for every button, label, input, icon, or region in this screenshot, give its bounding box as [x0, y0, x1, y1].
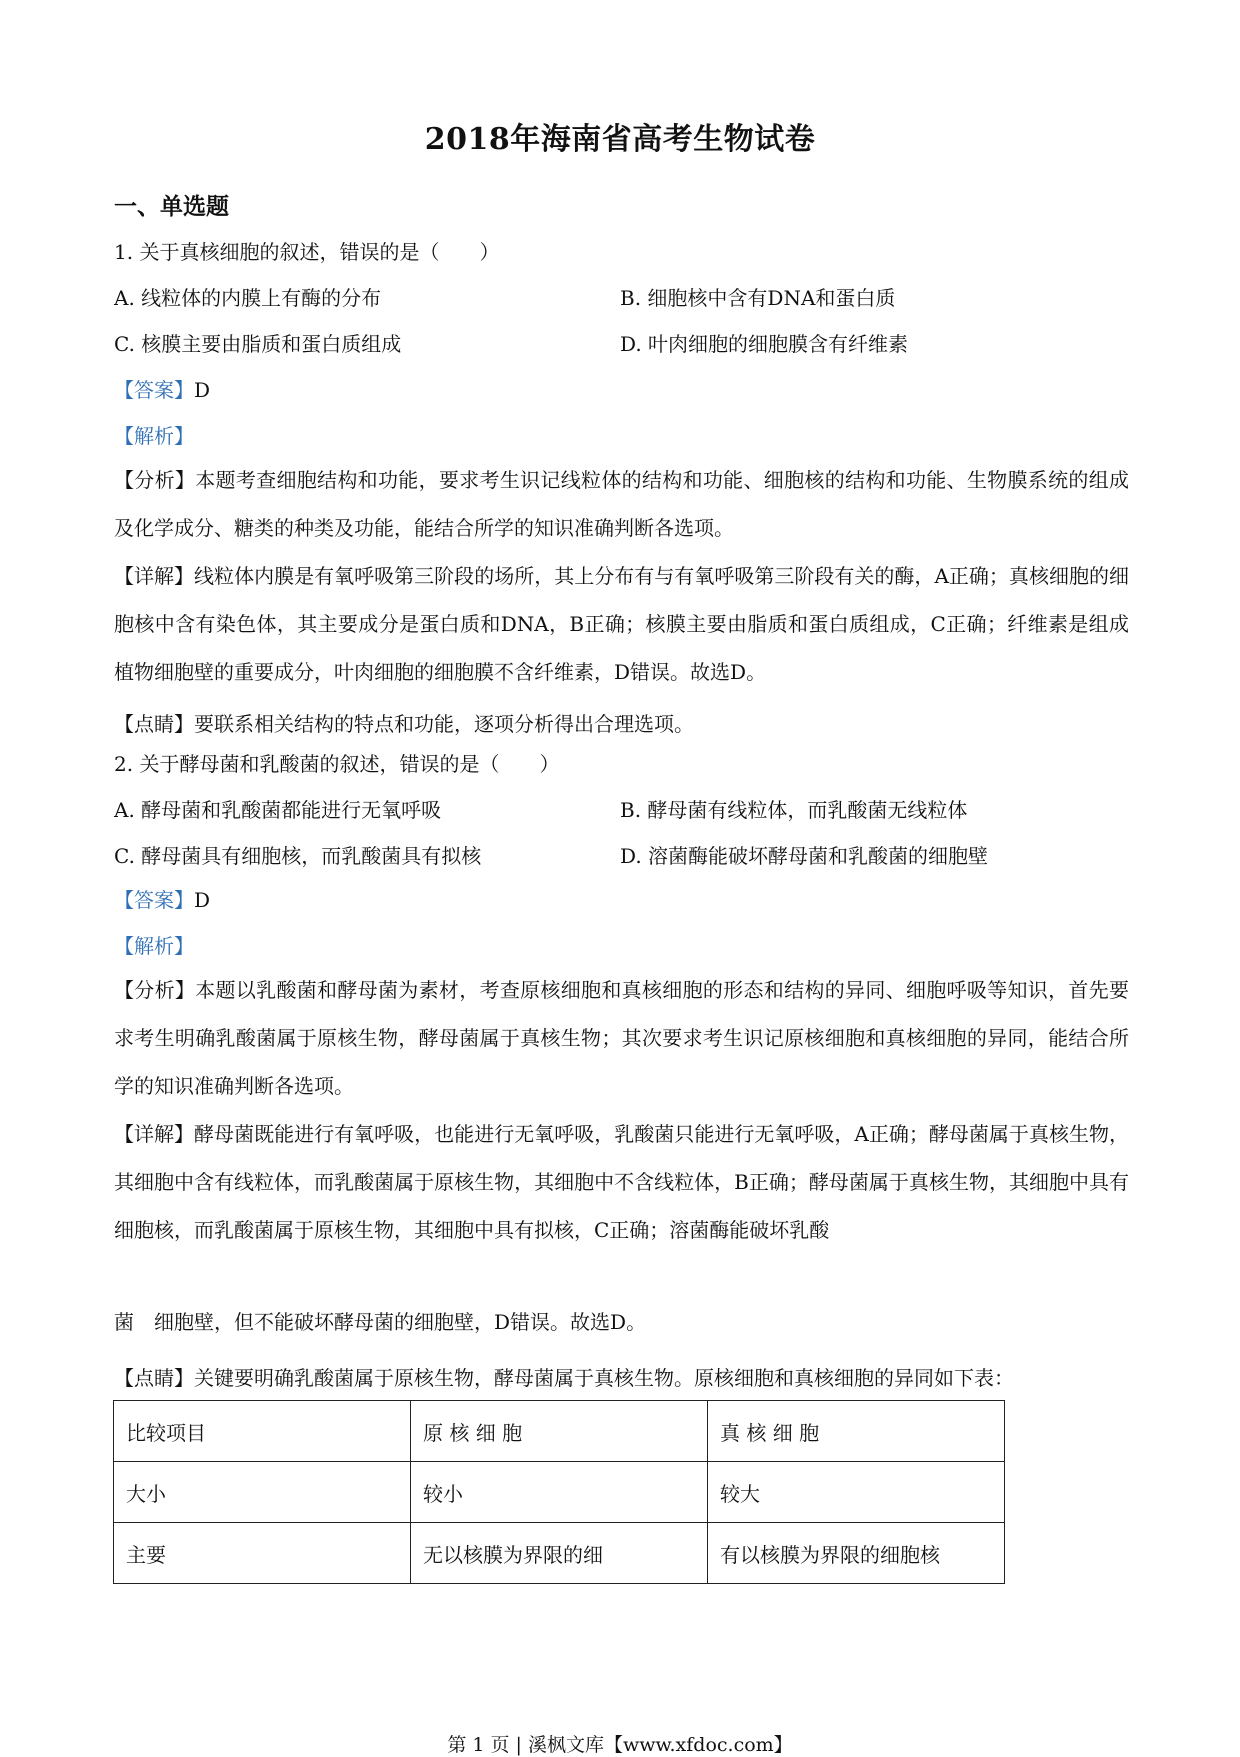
table-cell: 大小: [114, 1462, 411, 1523]
table-cell: 无以核膜为界限的细: [411, 1523, 708, 1584]
q2-stem: 2. 关于酵母菌和乳酸菌的叙述，错误的是（ ）: [114, 752, 560, 776]
table-header-cell: 真 核 细 胞: [708, 1401, 1005, 1462]
q2-fenxi: 【分析】本题以乳酸菌和酵母菌为素材，考查原核细胞和真核细胞的形态和结构的异同、细胞呼吸等知识，首先要求考生明确乳酸菌属于原核生物，酵母菌属于真核生物；其次要求考生识记原核细胞和真核细胞的异同，能结合所学的知识准确判断各选项。: [114, 978, 1129, 1098]
q2-option-c: C. 酵母菌具有细胞核，而乳酸菌具有拟核: [114, 844, 482, 868]
q1-xiangjie: 【详解】线粒体内膜是有氧呼吸第三阶段的场所，其上分布有与有氧呼吸第三阶段有关的酶，A正确；真核细胞的细胞核中含有染色体，其主要成分是蛋白质和DNA，B正确；核膜主要由脂质和蛋白质组成，C正确；纤维素是组成植物细胞壁的重要成分，叶肉细胞的细胞膜不含纤维素，D错误。故选D。: [114, 564, 1129, 684]
q1-answer: [114, 374, 210, 403]
table-header-cell: 比较项目: [114, 1401, 411, 1462]
table-header-row: [114, 1401, 1005, 1462]
q2-answer: [114, 884, 210, 913]
q1-dianjing: 【点睛】要联系相关结构的特点和功能，逐项分析得出合理选项。: [114, 712, 694, 736]
q1-option-d: D. 叶肉细胞的细胞膜含有纤维素: [620, 332, 909, 356]
q1-answer-value: D: [194, 378, 211, 402]
q1-option-a: A. 线粒体的内膜上有酶的分布: [114, 286, 382, 310]
q1-analysis-tag: 【解析】: [114, 424, 194, 448]
table-header-cell: 原 核 细 胞: [411, 1401, 708, 1462]
q2-answer-tag: 【答案】: [114, 888, 194, 912]
table-cell: 主要: [114, 1523, 411, 1584]
table-cell: 较小: [411, 1462, 708, 1523]
q1-stem: 1. 关于真核细胞的叙述，错误的是（ ）: [114, 240, 500, 264]
q1-fenxi: 【分析】本题考查细胞结构和功能，要求考生识记线粒体的结构和功能、细胞核的结构和功能、生物膜系统的组成及化学成分、糖类的种类及功能，能结合所学的知识准确判断各选项。: [114, 468, 1129, 540]
table-row: [114, 1462, 1005, 1523]
q2-option-b: B. 酵母菌有线粒体，而乳酸菌无线粒体: [620, 798, 968, 822]
q2-option-a: A. 酵母菌和乳酸菌都能进行无氧呼吸: [114, 798, 442, 822]
q2-xiangjie-cont: 菌 细胞壁，但不能破坏酵母菌的细胞壁，D错误。故选D。: [114, 1310, 647, 1334]
q1-answer-tag: 【答案】: [114, 378, 194, 402]
q1-option-b: B. 细胞核中含有DNA和蛋白质: [620, 286, 896, 310]
q2-analysis-tag: 【解析】: [114, 934, 194, 958]
q2-option-d: D. 溶菌酶能破坏酵母菌和乳酸菌的细胞壁: [620, 844, 989, 868]
q2-dianjing: 【点睛】关键要明确乳酸菌属于原核生物，酵母菌属于真核生物。原核细胞和真核细胞的异同如下表：: [114, 1366, 1014, 1390]
comparison-table: [113, 1400, 1005, 1584]
table-cell: 较大: [708, 1462, 1005, 1523]
page-title: 2018年海南省高考生物试卷: [424, 122, 816, 157]
section-title: 一、单选题: [114, 193, 229, 220]
q2-answer-value: D: [194, 888, 211, 912]
table-row: [114, 1523, 1005, 1584]
q2-xiangjie: 【详解】酵母菌既能进行有氧呼吸，也能进行无氧呼吸，乳酸菌只能进行无氧呼吸，A正确；酵母菌属于真核生物，其细胞中含有线粒体，而乳酸菌属于原核生物，其细胞中不含线粒体，B正确；酵母菌属于真核生物，其细胞中具有细胞核，而乳酸菌属于原核生物，其细胞中具有拟核，C正确；溶菌酶能破坏乳酸: [114, 1122, 1129, 1242]
table-cell: 有以核膜为界限的细胞核: [708, 1523, 1005, 1584]
q1-option-c: C. 核膜主要由脂质和蛋白质组成: [114, 332, 402, 356]
page-footer: 第 1 页 | 溪枫文库【www.xfdoc.com】: [447, 1734, 793, 1756]
